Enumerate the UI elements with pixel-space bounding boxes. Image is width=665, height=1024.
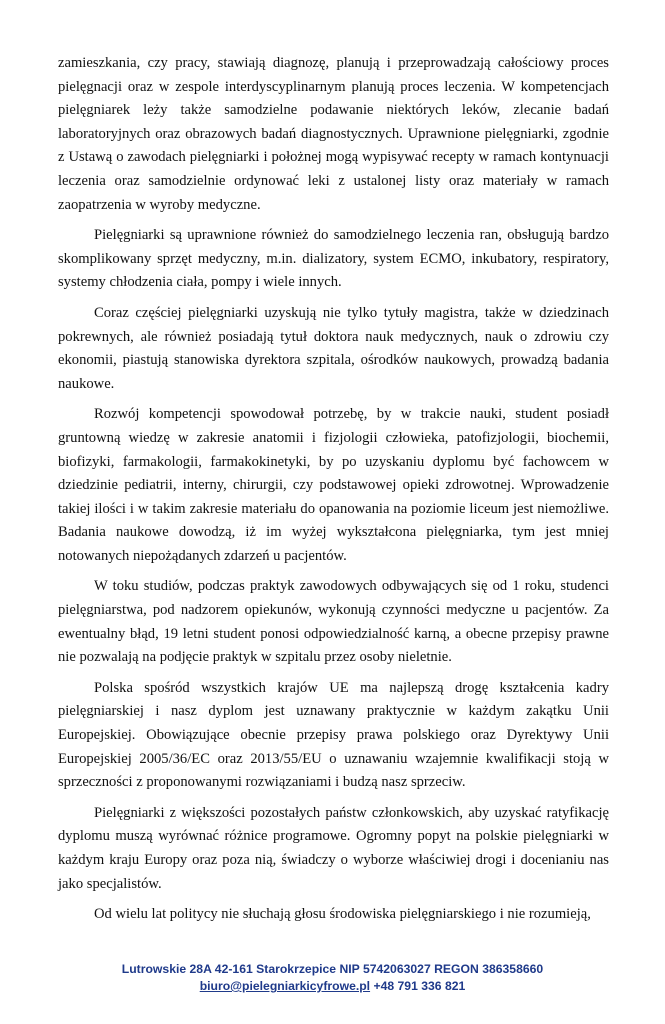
paragraph: Polska spośród wszystkich krajów UE ma najlepszą drogę kształcenia kadry pielęgniarskiej i nasz dyplom jest uznawany praktycznie w każdym zakątku Unii Europejskiej. Obowiązujące obecnie przepisy prawa polskiego oraz Dyrektywy Unii Europejskiej 2005/36/EC oraz 2013/55/EU o uznawaniu wzajemnie kwalifikacji stoją w sprzeczności z proponowanymi rozwiązaniami i budzą nasz sprzeciw. <box>58 679 609 791</box>
footer-email-link[interactable]: biuro@pielegniarkicyfrowe.pl <box>199 979 371 993</box>
paragraph: Coraz częściej pielęgniarki uzyskują nie tylko tytuły magistra, także w dziedzinach pokrewnych, ale również posiadają tytuł doktora nauk medycznych, nauk o zdrowiu czy ekonomii, piastują stanowiska dyrektora szpitala, ośrodków naukowych, prowadzą badania naukowe. <box>58 304 609 392</box>
footer-contact <box>0 978 665 995</box>
paragraph: Pielęgniarki są uprawnione również do samodzielnego leczenia ran, obsługują bardzo skomplikowany sprzęt medyczny, m.in. dializatory, system ECMO, inkubatory, respiratory, systemy chłodzenia ciała, pompy i wiele innych. <box>58 227 609 291</box>
paragraph: Pielęgniarki z większości pozostałych państw członkowskich, aby uzyskać ratyfikację dyplomu muszą wyrównać różnice programowe. Ogromny popyt na polskie pielęgniarki w każdym kraju Europy oraz poza nią, świadczy o wyborze właściwiej drogi i docenianiu nas jako specjalistów. <box>58 804 609 892</box>
footer-phone: +48 791 336 821 <box>370 979 466 993</box>
body-text <box>58 52 609 934</box>
footer-address: Lutrowskie 28A 42-161 Starokrzepice NIP 5742063027 REGON 386358660 <box>121 962 544 976</box>
paragraph: Rozwój kompetencji spowodował potrzebę, by w trakcie nauki, student posiadł gruntowną wiedzę w zakresie anatomii i fizjologii człowieka, patofizjologii, biochemii, biofizyki, farmakologii, farmakokinetyki, by po uzyskaniu dyplomu być fachowcem w dziedzinie pediatrii, interny, chirurgii, czy podstawowej opieki zdrowotnej. Wprowadzenie takiej ilości i w takim zakresie materiału do opanowania na poziomie liceum jest niemożliwe. Badania naukowe dowodzą, iż im wyżej wykształcona pielęgniarka, tym jest mniej notowanych niepożądanych zdarzeń u pacjentów. <box>58 406 609 564</box>
paragraph: W toku studiów, podczas praktyk zawodowych odbywających się od 1 roku, studenci pielęgniarstwa, pod nadzorem opiekunów, wykonują czynności medyczne u pacjentów. Za ewentualny błąd, 19 letni student ponosi odpowiedzialność karną, a obecne przepisy prawne nie pozwalają na podjęcie praktyk w szpitalu przez osoby nieletnie. <box>58 578 609 666</box>
paragraph: Od wielu lat politycy nie słuchają głosu środowiska pielęgniarskiego i nie rozumieją, <box>94 906 591 923</box>
paragraph: zamieszkania, czy pracy, stawiają diagnozę, planują i przeprowadzają całościowy proces pielęgnacji oraz w zespole interdyscyplinarnym planują proces leczenia. W kompetencjach pielęgniarek leży także samodzielne podawanie niektórych leków, zlecanie badań laboratoryjnych oraz obrazowych badań diagnostycznych. Uprawnione pielęgniarki, zgodnie z Ustawą o zawodach pielęgniarki i położnej mogą wypisywać recepty w ramach kontynuacji leczenia oraz samodzielnie ordynować leki z ustalonej listy oraz materiały w ramach zaopatrzenia w wyroby medyczne. <box>58 55 609 213</box>
page-footer <box>0 961 665 995</box>
